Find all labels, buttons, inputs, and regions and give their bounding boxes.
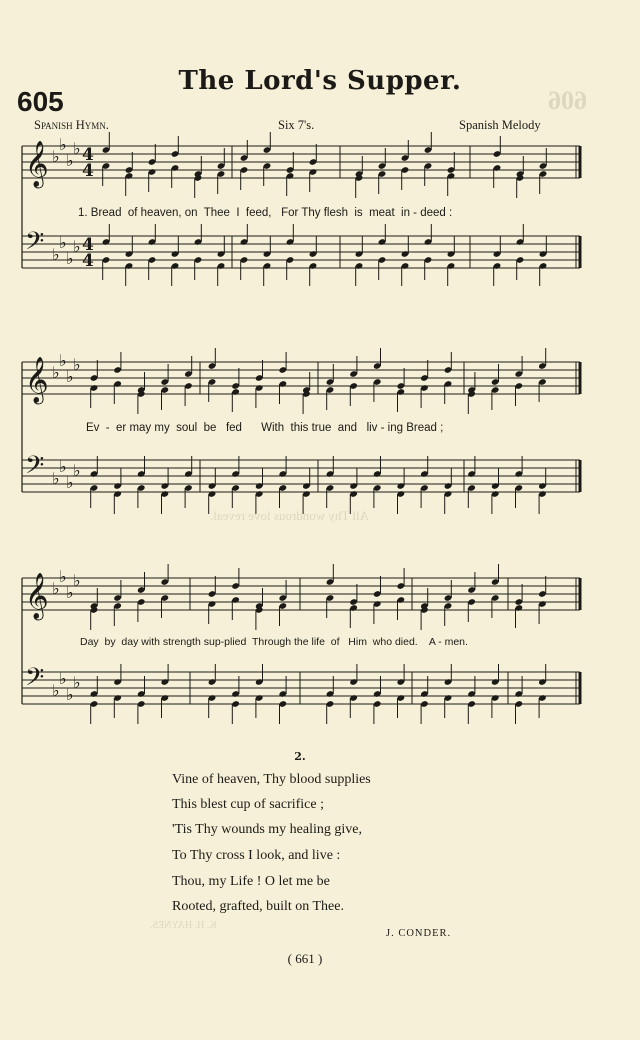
flat-icon: ♭ bbox=[73, 461, 81, 480]
lyrics-system-1: 1. Bread of heaven, on Thee I feed, For Thy flesh is meat in - deed : bbox=[78, 207, 453, 219]
hymn-title: The Lord's Supper. bbox=[178, 66, 462, 96]
treble-clef-icon: 𝄞 bbox=[25, 357, 49, 403]
flat-icon: ♭ bbox=[59, 669, 67, 688]
verse-line: This blest cup of sacrifice ; bbox=[172, 797, 325, 812]
flat-icon: ♭ bbox=[66, 473, 74, 492]
bass-clef-icon: 𝄢 bbox=[25, 451, 45, 486]
flat-icon: ♭ bbox=[73, 571, 81, 590]
flat-icon: ♭ bbox=[52, 469, 60, 488]
author-attribution: J. CONDER. bbox=[386, 928, 452, 939]
time-signature: 4 bbox=[82, 161, 94, 181]
flat-icon: ♭ bbox=[66, 367, 74, 386]
bass-clef-icon: 𝄢 bbox=[25, 663, 45, 698]
flat-icon: ♭ bbox=[66, 685, 74, 704]
flat-icon: ♭ bbox=[59, 351, 67, 370]
flat-icon: ♭ bbox=[66, 249, 74, 268]
meter: Six 7's. bbox=[278, 118, 315, 132]
time-signature: 4 bbox=[82, 145, 94, 165]
tune-source: Spanish Melody bbox=[459, 118, 541, 132]
flat-icon: ♭ bbox=[59, 135, 67, 154]
flat-icon: ♭ bbox=[59, 457, 67, 476]
flat-icon: ♭ bbox=[73, 355, 81, 374]
verse-line: Thou, my Life ! O let me be bbox=[172, 874, 330, 889]
page-number: ( 661 ) bbox=[287, 951, 323, 966]
treble-clef-icon: 𝄞 bbox=[25, 141, 49, 187]
bass-clef-icon: 𝄢 bbox=[25, 227, 45, 262]
flat-icon: ♭ bbox=[73, 139, 81, 158]
flat-icon: ♭ bbox=[66, 151, 74, 170]
time-signature: 4 bbox=[82, 235, 94, 255]
lyrics-system-3: Day by day with strength sup-plied Through the life of Him who died. A - men. bbox=[80, 636, 468, 648]
lyrics-system-2: Ev - er may my soul be fed With this true and liv - ing Bread ; bbox=[86, 422, 444, 434]
verse-line: Rooted, grafted, built on Thee. bbox=[172, 899, 344, 914]
flat-icon: ♭ bbox=[52, 363, 60, 382]
flat-icon: ♭ bbox=[52, 681, 60, 700]
tune-name: Spanish Hymn. bbox=[34, 118, 109, 132]
treble-clef-icon: 𝄞 bbox=[25, 573, 49, 619]
time-signature: 4 bbox=[82, 251, 94, 271]
flat-icon: ♭ bbox=[59, 567, 67, 586]
flat-icon: ♭ bbox=[52, 147, 60, 166]
verse-line: 'Tis Thy wounds my healing give, bbox=[172, 822, 362, 837]
verse-number: 2. bbox=[294, 750, 306, 763]
flat-icon: ♭ bbox=[73, 237, 81, 256]
flat-icon: ♭ bbox=[52, 245, 60, 264]
flat-icon: ♭ bbox=[59, 233, 67, 252]
flat-icon: ♭ bbox=[66, 583, 74, 602]
verse-line: Vine of heaven, Thy blood supplies bbox=[172, 772, 371, 787]
flat-icon: ♭ bbox=[52, 579, 60, 598]
verse-line: To Thy cross I look, and live : bbox=[172, 848, 341, 863]
flat-icon: ♭ bbox=[73, 673, 81, 692]
hymn-number: 605 bbox=[17, 86, 64, 117]
